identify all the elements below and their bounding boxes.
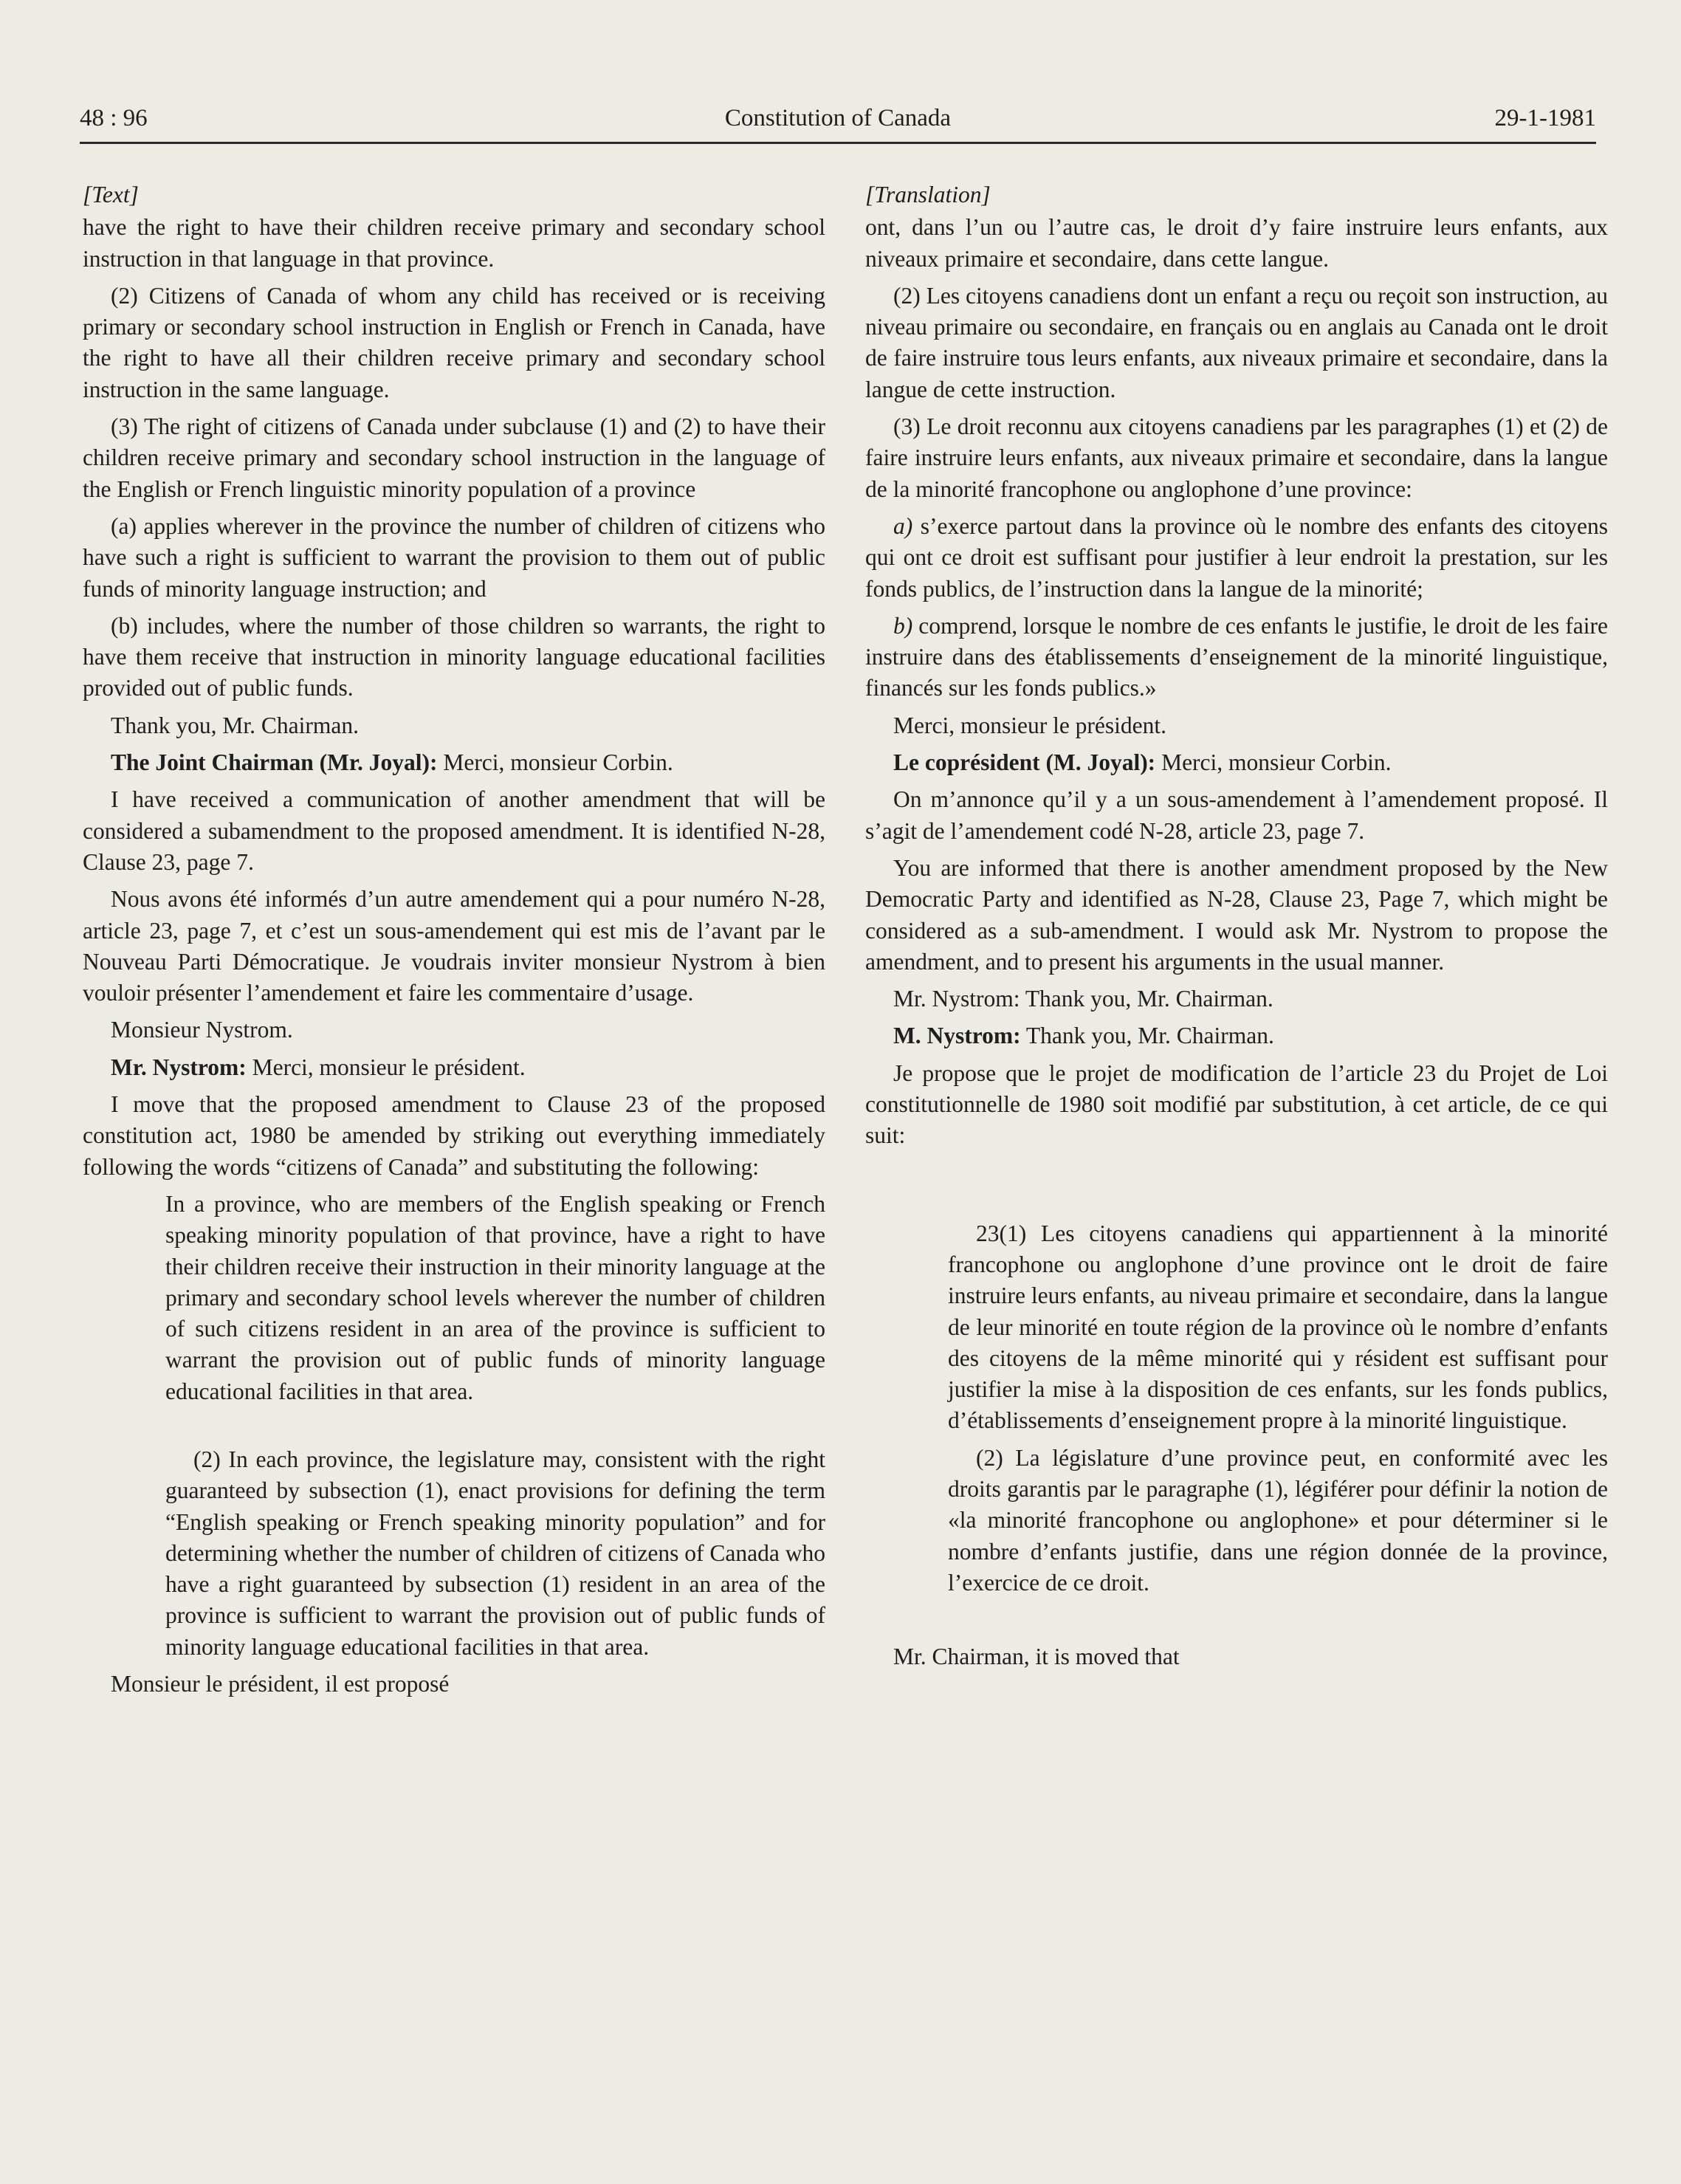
speaker-paragraph <box>865 747 1608 778</box>
quoted-amendment: In a province, who are members of the English speaking or French speaking minority population of that province, have a right to have their children receive their instruction in their minority language at the primary and secondary school levels wherever the number of children of such citizens resident in an area of the province is sufficient to warrant the provision out of public funds of minority language educational facilities in that area. <box>165 1190 825 1404</box>
paragraph: (2) Les citoyens canadiens dont un enfant a reçu ou reçoit son instruction, au niveau primaire ou secondaire, en français ou en anglais au Canada ont le droit de faire instruire tous leurs enfants, aux niveaux primaire et secondaire, dans la langue de cette instruction. <box>865 282 1608 402</box>
speaker-text: Thank you, Mr. Chairman. <box>1020 1023 1274 1049</box>
paragraph: Monsieur le président, il est proposé <box>111 1671 450 1697</box>
speaker-paragraph <box>83 1052 825 1083</box>
speaker-text: Merci, monsieur le président. <box>246 1054 526 1080</box>
page-header <box>80 105 1596 142</box>
running-title: Constitution of Canada <box>724 105 952 131</box>
item-letter: b) <box>893 612 913 639</box>
paragraph: Monsieur Nystrom. <box>111 1017 293 1043</box>
paragraph: (3) The right of citizens of Canada under subclause (1) and (2) to have their children receive primary and secondary school instruction in the language of the English or French linguistic minority population of a province <box>83 413 825 502</box>
paragraph: have the right to have their children receive primary and secondary school instruction in that language in that province. <box>83 214 825 272</box>
paragraph <box>865 511 1608 605</box>
paragraph: Merci, monsieur le président. <box>893 712 1167 738</box>
speaker-paragraph <box>865 1020 1608 1051</box>
column-label: [Translation] <box>865 182 991 207</box>
quoted-subsection: (2) La législature d’une province peut, en conformité avec les droits garantis par le paragraphe (1), légiférer pour définir la notion de «la minorité francophone ou anglophone» et pour déterminer si le nombre d’enfants justifie, dans une région donnée de la province, l’exercice de ce droit. <box>948 1444 1608 1596</box>
item-text: comprend, lorsque le nombre de ces enfants le justifie, le droit de les faire instruire dans des établissements d’enseignement de la minorité linguistique, financés sur les fonds publics.» <box>865 612 1608 701</box>
speaker-name: Mr. Nystrom: <box>111 1054 247 1080</box>
paragraph: ont, dans l’un ou l’autre cas, le droit d’y faire instruire leurs enfants, aux niveaux primaire et secondaire, dans cette langue. <box>865 214 1608 272</box>
paragraph: (3) Le droit reconnu aux citoyens canadiens par les paragraphes (1) et (2) de faire instruire leurs enfants, aux niveaux primaire et secondaire, dans la langue de la minorité francophone ou anglophone d’une province: <box>865 413 1608 502</box>
paragraph: Mr. Chairman, it is moved that <box>893 1644 1180 1670</box>
paragraph: Nous avons été informés d’un autre amendement qui a pour numéro N-28, article 23, page 7, et c’est un sous-amendement qui est mis de l’avant par le Nouveau Parti Démocratique. Je voudrais inviter monsieur Nystrom à bien vouloir présenter l’amendement et faire les commentaire d’usage. <box>83 886 825 1006</box>
paragraph: Thank you, Mr. Chairman. <box>111 712 359 738</box>
paragraph: (2) Citizens of Canada of whom any child has received or is receiving primary or secondary school instruction in English or French in Canada, have the right to have all their children receive primary and secondary school instruction in the same language. <box>83 282 825 402</box>
item-text: s’exerce partout dans la province où le nombre des enfants des citoyens qui ont ce droit est suffisant pour justifier à leur endroit la prestation, sur les fonds publics, de l’instruction dans la langue de la minorité; <box>865 512 1608 602</box>
page-number: 48 : 96 <box>80 105 148 131</box>
paragraph: You are informed that there is another amendment proposed by the New Democratic Party and identified as N-28, Clause 23, Page 7, which might be considered as a sub-amendment. I would ask Mr. Nystrom to propose the amendment, and to present his arguments in the usual manner. <box>865 854 1608 975</box>
paragraph: Mr. Nystrom: Thank you, Mr. Chairman. <box>893 986 1273 1012</box>
item-letter: a) <box>893 512 913 539</box>
speaker-name: The Joint Chairman (Mr. Joyal): <box>111 749 438 776</box>
speaker-paragraph <box>83 747 825 778</box>
header-rule <box>80 142 1596 144</box>
quoted-subsection: (2) In each province, the legislature may, consistent with the right guaranteed by subsection (1), enact provisions for defining the term “English speaking or French speaking minority population” and for determining whether the number of children of citizens of Canada who have a right guaranteed by subsection (1) resident in an area of the province is sufficient to warrant the provision out of public funds of minority language educational facilities in that area. <box>165 1446 825 1660</box>
quoted-amendment: 23(1) Les citoyens canadiens qui appartiennent à la minorité francophone ou anglophone d’une province ont le droit de faire instruire leurs enfants, au niveau primaire et secondaire, dans la langue de leur minorité en toute région de la province où le nombre d’enfants des citoyens de la même minorité qui y résident est suffisant pour justifier la mise à la disposition de ces enfants, sur les fonds publics, d’établissements d’enseignement propre à la minorité linguistique. <box>948 1220 1608 1434</box>
english-column <box>83 179 825 1706</box>
paragraph: Je propose que le projet de modification de l’article 23 du Projet de Loi constitutionnelle de 1980 soit modifié par substitution, à cet article, de ce qui suit: <box>865 1060 1608 1149</box>
speaker-text: Merci, monsieur Corbin. <box>1155 749 1392 776</box>
speaker-name: Le coprésident (M. Joyal): <box>893 749 1156 776</box>
column-label: [Text] <box>83 182 139 207</box>
speaker-name: M. Nystrom: <box>893 1023 1021 1049</box>
paragraph: (b) includes, where the number of those children so warrants, the right to have them receive that instruction in minority language educational facilities provided out of public funds. <box>83 612 825 701</box>
paragraph: On m’annonce qu’il y a un sous-amendement à l’amendement proposé. Il s’agit de l’amendement codé N-28, article 23, page 7. <box>865 786 1608 844</box>
speaker-text: Merci, monsieur Corbin. <box>437 749 673 776</box>
paragraph: (a) applies wherever in the province the number of children of citizens who have such a right is sufficient to warrant the provision to them out of public funds of minority language instruction; and <box>83 512 825 602</box>
paragraph <box>865 611 1608 704</box>
paragraph: I have received a communication of another amendment that will be considered a subamendment to the proposed amendment. It is identified N-28, Clause 23, page 7. <box>83 786 825 875</box>
paragraph: I move that the proposed amendment to Clause 23 of the proposed constitution act, 1980 be amended by striking out everything immediately following the words “citizens of Canada” and substituting the following: <box>83 1091 825 1180</box>
page-date: 29-1-1981 <box>1494 105 1596 131</box>
french-column <box>865 179 1608 1678</box>
